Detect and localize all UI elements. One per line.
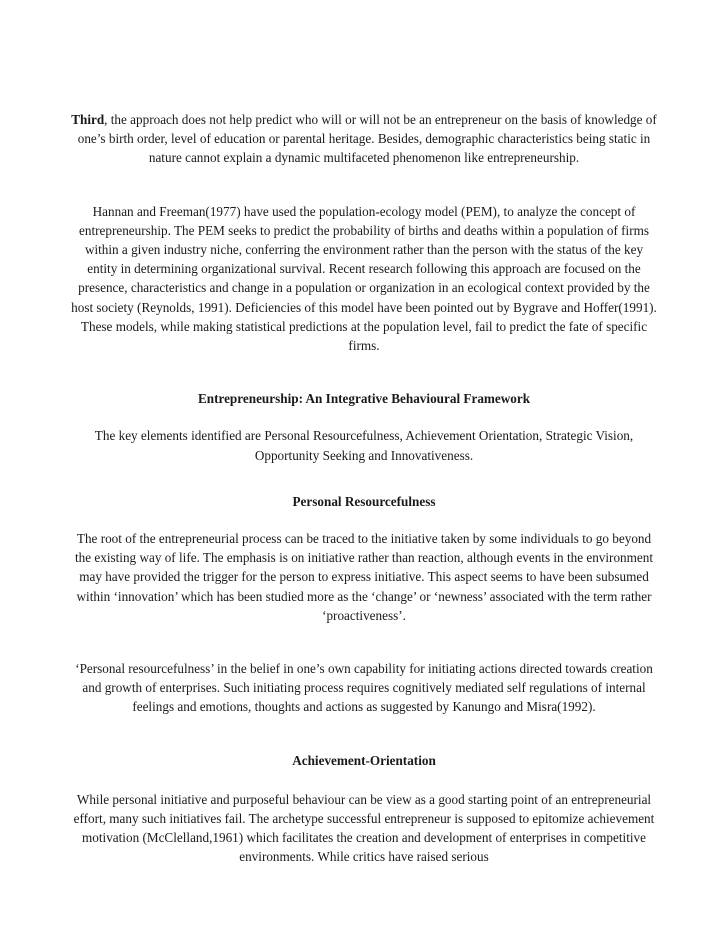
paragraph-hannan-freeman: Hannan and Freeman(1977) have used the population-ecology model (PEM), to analyze the concept of entrepreneurship. The PEM seeks to predict the probability of births and deaths within a population of firms within a given industry niche, conferring the environment rather than the person with the status of the key entity in determining organizational survival. Recent research following this approach are focused on the presence, characteristics and change in a population or organization in an ecological context provided by the host society (Reynolds, 1991). Deficiencies of this model have been pointed out by Bygrave and Hoffer(1991). These models, while making statistical predictions at the population level, fail to predict the fate of specific firms. <box>71 203 657 354</box>
paragraph-key-elements: The key elements identified are Personal Resourcefulness, Achievement Orientation, Strategic Vision, Opportunity Seeking and Innovativeness. <box>94 428 634 463</box>
paragraph-entrepreneurial-root: The root of the entrepreneurial process can be traced to the initiative taken by some individuals to go beyond the existing way of life. The emphasis is on initiative rather than reaction, although events in the environment may have provided the trigger for the person to express initiative. This aspect seems to have been subsumed within ‘innovation’ which has been studied more as the ‘change’ or ‘newness’ associated with the term rather ‘proactiveness’. <box>74 531 654 623</box>
heading-personal-resourcefulness: Personal Resourcefulness <box>292 493 436 509</box>
paragraph-third-text: , the approach does not help predict who will or will not be an entrepreneur on the basis of knowledge of one’s birth order, level of education or parental heritage. Besides, demographic characteristics being static in nature cannot explain a dynamic multifaceted phenomenon like entrepreneurship. <box>77 112 657 166</box>
heading-integrative-framework: Entrepreneurship: An Integrative Behavioural Framework <box>197 391 531 407</box>
paragraph-third <box>70 110 658 168</box>
heading-achievement-orientation: Achievement-Orientation <box>292 752 436 768</box>
paragraph-third-lead: Third <box>71 112 105 127</box>
paragraph-personal-resourcefulness-belief: ‘Personal resourcefulness’ in the belief in one’s own capability for initiating actions directed towards creation and growth of enterprises. Such initiating process requires cognitively mediated self regulations of internal feelings and emotions, thoughts and actions as suggested by Kanungo and Misra(1992). <box>75 661 653 715</box>
paragraph-achievement-motivation: While personal initiative and purposeful behaviour can be view as a good starting point of an entrepreneurial effort, many such initiatives fail. The archetype successful entrepreneur is supposed to epitomize achievement motivation (McClelland,1961) which facilitates the creation and development of enterprises in competitive environments. While critics have raised serious <box>73 791 655 865</box>
document-page <box>70 110 658 867</box>
